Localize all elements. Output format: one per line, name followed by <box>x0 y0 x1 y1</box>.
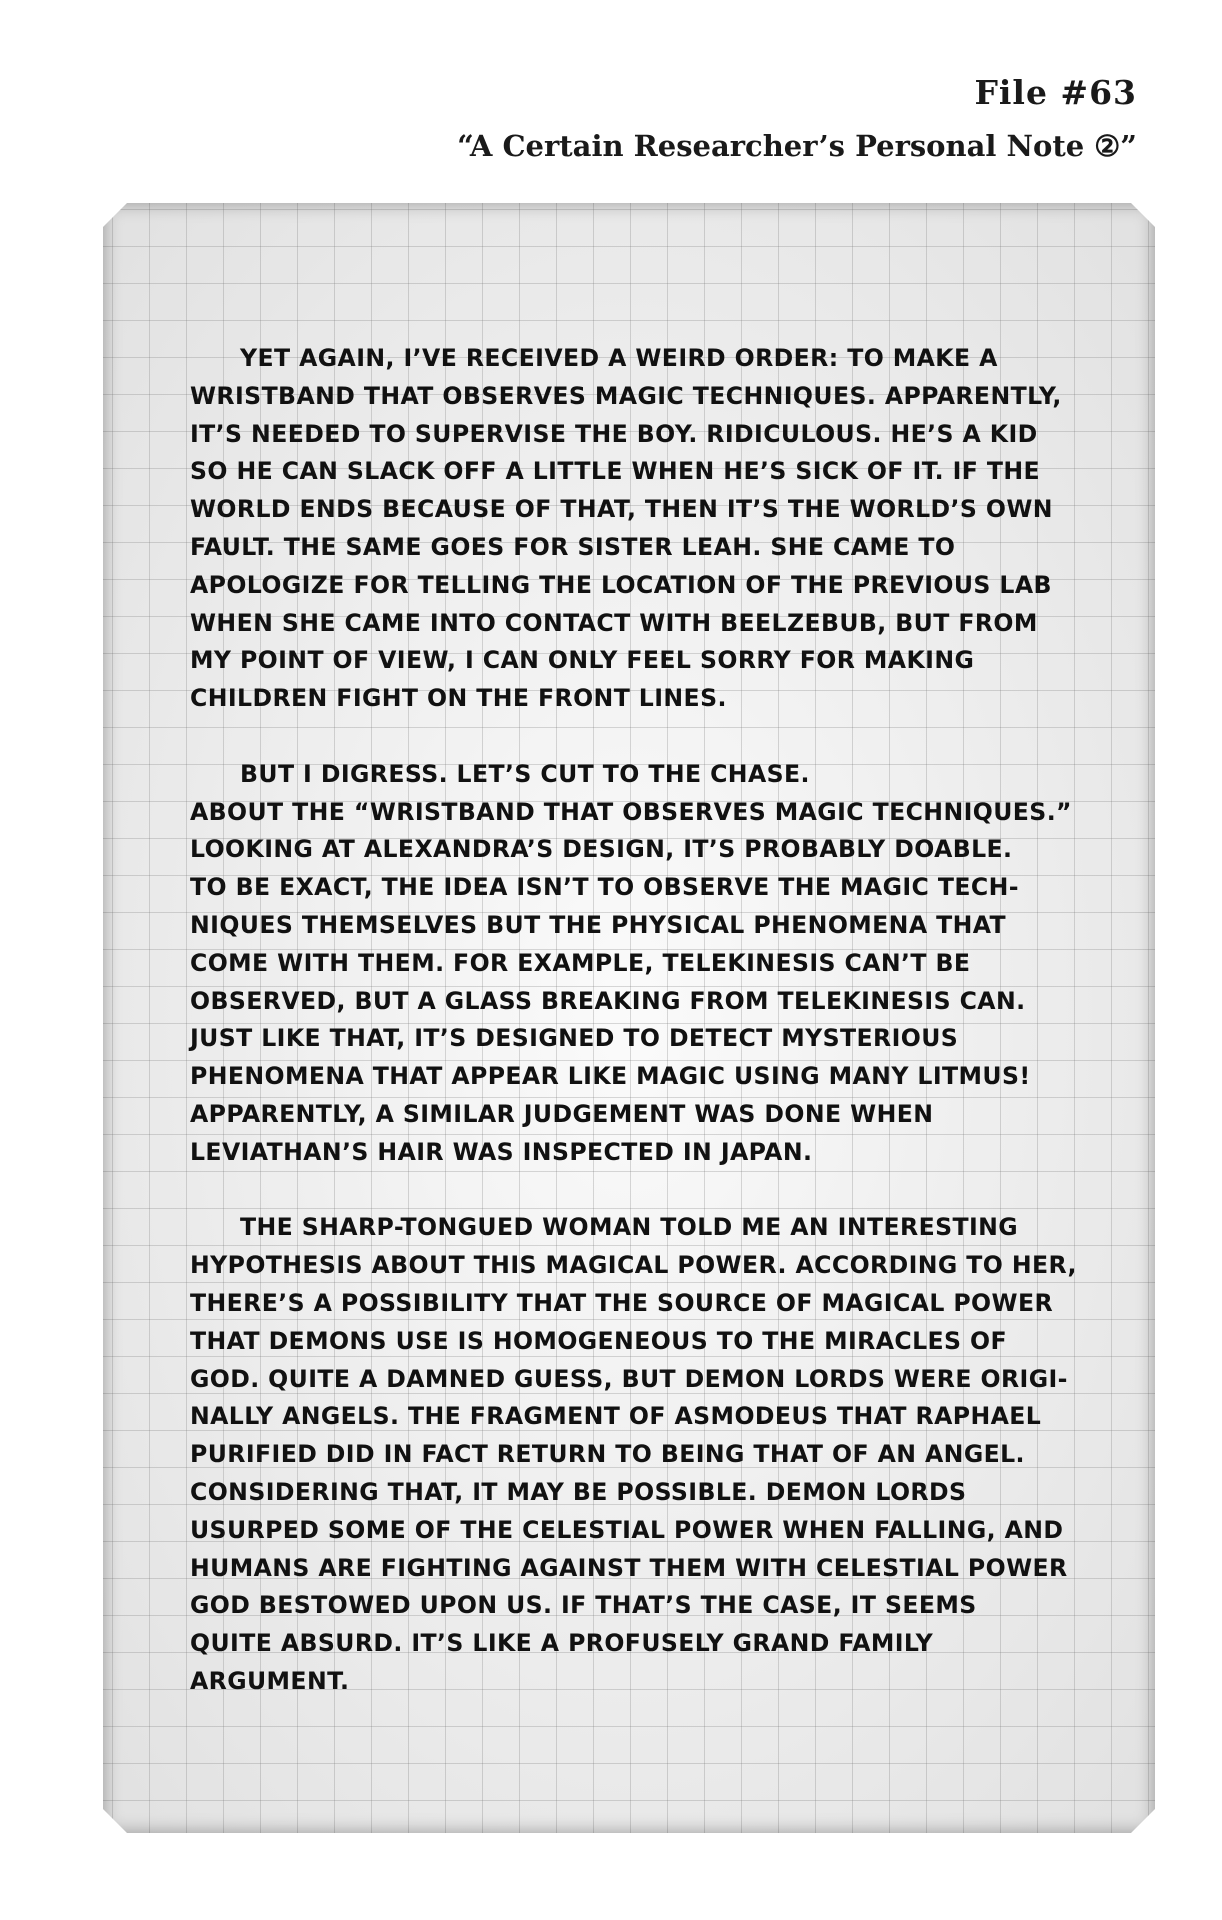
note-body <box>190 340 1090 1738</box>
text-line: YET AGAIN, I’VE RECEIVED A WEIRD ORDER: TO MAKE A <box>240 344 998 372</box>
text-line: JUST LIKE THAT, IT’S DESIGNED TO DETECT MYSTERIOUS <box>190 1024 959 1053</box>
text-line: HYPOTHESIS ABOUT THIS MAGICAL POWER. ACCORDING TO HER, <box>190 1251 1077 1280</box>
text-line: PURIFIED DID IN FACT RETURN TO BEING THAT OF AN ANGEL. <box>190 1440 1025 1469</box>
text-line: CHILDREN FIGHT ON THE FRONT LINES. <box>190 684 727 713</box>
text-line: GOD BESTOWED UPON US. IF THAT’S THE CASE, IT SEEMS <box>190 1591 977 1620</box>
text-line: APOLOGIZE FOR TELLING THE LOCATION OF THE PREVIOUS LAB <box>190 570 1052 599</box>
text-line: QUITE ABSURD. IT’S LIKE A PROFUSELY GRAND FAMILY <box>190 1629 934 1658</box>
text-line: APPARENTLY, A SIMILAR JUDGEMENT WAS DONE WHEN <box>190 1099 934 1128</box>
paragraph-1 <box>190 340 1090 718</box>
file-number: File #63 <box>974 73 1137 112</box>
text-line: ARGUMENT. <box>190 1666 350 1695</box>
text-line: WRISTBAND THAT OBSERVES MAGIC TECHNIQUES. APPARENTLY, <box>190 381 1062 410</box>
text-line: THERE’S A POSSIBILITY THAT THE SOURCE OF MAGICAL POWER <box>190 1288 1054 1317</box>
text-line: NALLY ANGELS. THE FRAGMENT OF ASMODEUS THAT RAPHAEL <box>190 1402 1042 1431</box>
text-line: NIQUES THEMSELVES BUT THE PHYSICAL PHENOMENA THAT <box>190 910 1007 939</box>
text-line: FAULT. THE SAME GOES FOR SISTER LEAH. SHE CAME TO <box>190 532 956 561</box>
text-line: PHENOMENA THAT APPEAR LIKE MAGIC USING MANY LITMUS! <box>190 1062 1031 1091</box>
text-line: ABOUT THE “WRISTBAND THAT OBSERVES MAGIC TECHNIQUES.” <box>190 797 1072 826</box>
text-line: CONSIDERING THAT, IT MAY BE POSSIBLE. DEMON LORDS <box>190 1477 967 1506</box>
note-title: “A Certain Researcher’s Personal Note ②” <box>457 129 1137 163</box>
text-line: WHEN SHE CAME INTO CONTACT WITH BEELZEBUB, BUT FROM <box>190 608 1038 637</box>
text-line: MY POINT OF VIEW, I CAN ONLY FEEL SORRY FOR MAKING <box>190 646 975 675</box>
text-line: HUMANS ARE FIGHTING AGAINST THEM WITH CELESTIAL POWER <box>190 1553 1068 1582</box>
text-line: GOD. QUITE A DAMNED GUESS, BUT DEMON LORDS WERE ORIGI- <box>190 1364 1068 1393</box>
text-line: TO BE EXACT, THE IDEA ISN’T TO OBSERVE THE MAGIC TECH- <box>190 873 1019 902</box>
text-line: LOOKING AT ALEXANDRA’S DESIGN, IT’S PROBABLY DOABLE. <box>190 835 1013 864</box>
text-line: WORLD ENDS BECAUSE OF THAT, THEN IT’S THE WORLD’S OWN <box>190 495 1053 524</box>
text-line: THE SHARP-TONGUED WOMAN TOLD ME AN INTERESTING <box>240 1213 1019 1242</box>
text-line: OBSERVED, BUT A GLASS BREAKING FROM TELEKINESIS CAN. <box>190 986 1026 1015</box>
text-line: SO HE CAN SLACK OFF A LITTLE WHEN HE’S SICK OF IT. IF THE <box>190 457 1041 486</box>
text-line: LEVIATHAN’S HAIR WAS INSPECTED IN JAPAN. <box>190 1137 813 1166</box>
paragraph-2 <box>190 756 1090 1172</box>
text-line: IT’S NEEDED TO SUPERVISE THE BOY. RIDICULOUS. HE’S A KID <box>190 419 1038 448</box>
text-line: USURPED SOME OF THE CELESTIAL POWER WHEN FALLING, AND <box>190 1515 1064 1544</box>
text-line: COME WITH THEM. FOR EXAMPLE, TELEKINESIS CAN’T BE <box>190 948 971 977</box>
text-line: THAT DEMONS USE IS HOMOGENEOUS TO THE MIRACLES OF <box>190 1326 1008 1355</box>
text-line: BUT I DIGRESS. LET’S CUT TO THE CHASE. <box>240 759 810 788</box>
paragraph-3 <box>190 1209 1090 1700</box>
page-header <box>457 70 1137 166</box>
